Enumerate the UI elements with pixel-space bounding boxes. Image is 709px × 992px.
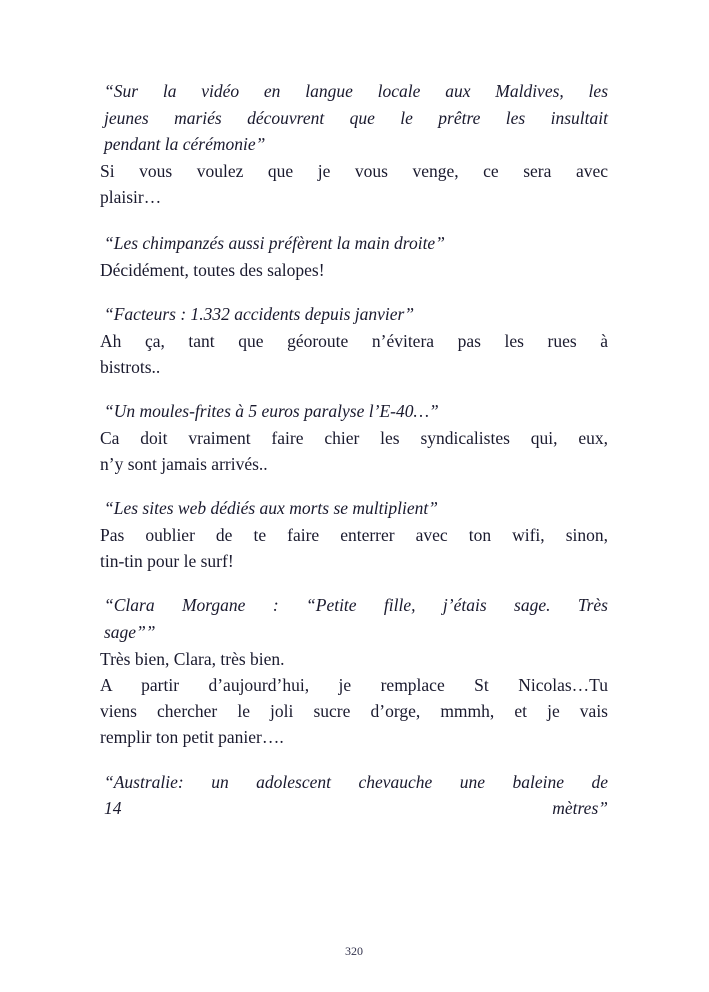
entry-3-headline-line-1: “Facteurs : 1.332 accidents depuis janvier”: [104, 304, 415, 325]
entry-7-headline-right: mètres”: [552, 798, 608, 819]
entry-7-headline-line-2: [100, 795, 608, 822]
entry-2-headline-line-1: “Les chimpanzés aussi préfèrent la main droite”: [104, 233, 445, 254]
entry-1-headline-line-1: “Sur la vidéo en langue locale aux Maldives, les: [104, 81, 608, 101]
entry-5-body-line-2: tin-tin pour le surf!: [100, 551, 234, 572]
entry-6-body-line-3: viens chercher le joli sucre d’orge, mmmh, et je vais: [100, 701, 608, 722]
entry-7-headline-line-1: “Australie: un adolescent chevauche une baleine de: [104, 771, 608, 792]
entry-5-body-line-1: Pas oublier de te faire enterrer avec ton wifi, sinon,: [100, 524, 608, 545]
entry-3-body-line-2: bistrots..: [100, 356, 161, 377]
entry-1-headline-line-3: pendant la cérémonie”: [104, 134, 266, 155]
entry-4-body-line-2: n’y sont jamais arrivés..: [100, 454, 268, 475]
entry-4-headline-line-1: “Un moules-frites à 5 euros paralyse l’E-40…”: [104, 401, 439, 422]
entry-6-headline-line-1: “Clara Morgane : “Petite fille, j’étais sage. Très: [104, 595, 608, 616]
entry-1-body-line-1: Si vous voulez que je vous venge, ce sera avec: [100, 160, 608, 181]
entry-3: [100, 301, 608, 380]
entry-6-body-line-4: remplir ton petit panier….: [100, 727, 284, 748]
entry-6-body-line-2: A partir d’aujourd’hui, je remplace St Nicolas…Tu: [100, 674, 608, 695]
entry-7: [100, 769, 608, 822]
entry-6: [100, 592, 608, 750]
entry-5: [100, 495, 608, 574]
entry-2: [100, 230, 608, 283]
entry-7-headline-left: 14: [104, 798, 122, 819]
document-page: [100, 78, 608, 958]
entry-4-body-line-1: Ca doit vraiment faire chier les syndicalistes qui, eux,: [100, 427, 608, 448]
entry-1: [100, 78, 608, 210]
entry-2-body-line-1: Décidément, toutes des salopes!: [100, 259, 325, 280]
entry-6-body-line-1: Très bien, Clara, très bien.: [100, 648, 285, 669]
entry-6-headline-line-2: sage””: [104, 622, 156, 642]
entry-4: [100, 398, 608, 477]
entry-1-headline-line-2: jeunes mariés découvrent que le prêtre les insultait: [104, 107, 608, 128]
entry-3-body-line-1: Ah ça, tant que géoroute n’évitera pas les rues à: [100, 330, 608, 351]
page-number: 320: [345, 944, 363, 958]
entry-5-headline-line-1: “Les sites web dédiés aux morts se multiplient”: [104, 498, 438, 519]
entry-1-body-line-2: plaisir…: [100, 187, 162, 208]
